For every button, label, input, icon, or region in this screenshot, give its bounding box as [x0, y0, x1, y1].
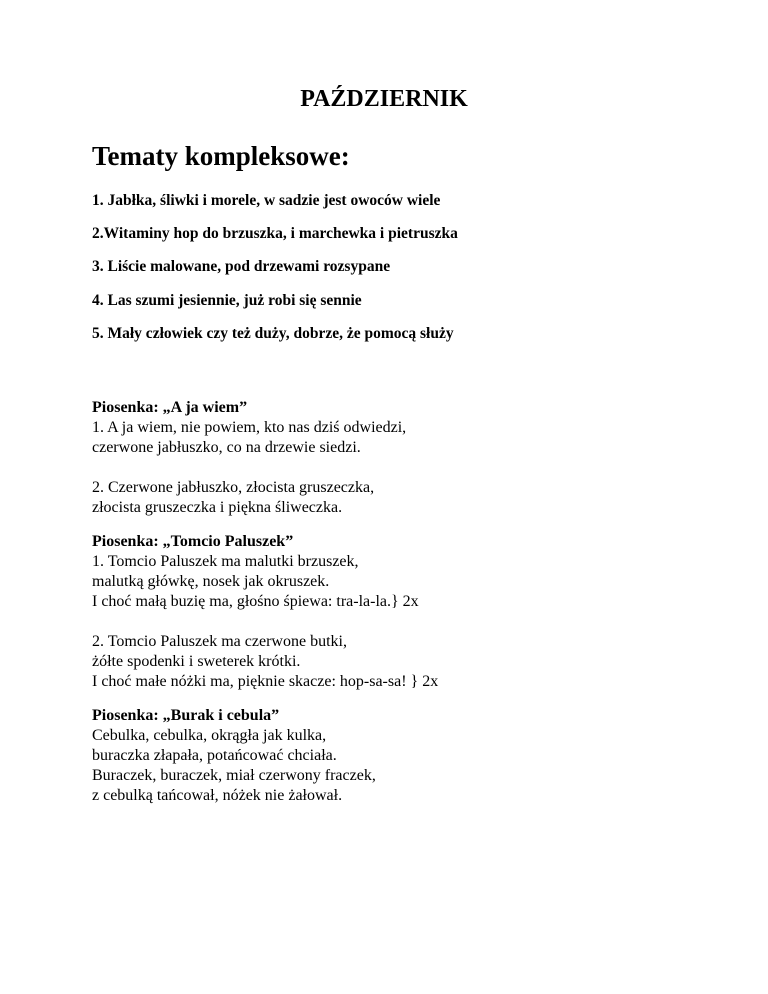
- verse-line: z cebulką tańcował, nóżek nie żałował.: [92, 787, 343, 804]
- song-verse: [92, 418, 438, 458]
- song-burak-i-cebula: [92, 706, 438, 806]
- topic-item: 2.Witaminy hop do brzuszka, i marchewka i pietruszka: [92, 225, 458, 243]
- song-verse: [92, 478, 438, 518]
- verse-line: buraczka złapała, potańcować chciała.: [92, 747, 337, 764]
- section-heading: Tematy kompleksowe:: [92, 141, 350, 171]
- topic-item: 4. Las szumi jesiennie, już robi się sennie: [92, 291, 362, 309]
- verse-line: malutką główkę, nosek jak okruszek.: [92, 573, 330, 590]
- song-tomcio-paluszek: [92, 532, 438, 692]
- song-verse: [92, 726, 438, 806]
- song-verse: [92, 632, 438, 692]
- topic-item: 3. Liście malowane, pod drzewami rozsypane: [92, 258, 391, 276]
- topic-item: 5. Mały człowiek czy też duży, dobrze, że pomocą służy: [92, 324, 454, 342]
- verse-line: I choć małą buzię ma, głośno śpiewa: tra-la-la.} 2x: [92, 593, 419, 610]
- topics-list: [92, 190, 458, 356]
- verse-line: 2. Tomcio Paluszek ma czerwone butki,: [92, 633, 347, 650]
- verse-line: I choć małe nóżki ma, pięknie skacze: hop-sa-sa! } 2x: [92, 673, 439, 690]
- songs-section: [92, 398, 438, 820]
- verse-line: złocista gruszeczka i piękna śliweczka.: [92, 499, 343, 516]
- topic-item: 1. Jabłka, śliwki i morele, w sadzie jest owoców wiele: [92, 192, 441, 209]
- verse-line: Buraczek, buraczek, miał czerwony fraczek,: [92, 767, 376, 784]
- verse-line: 2. Czerwone jabłuszko, złocista gruszeczka,: [92, 479, 375, 496]
- verse-line: 1. A ja wiem, nie powiem, kto nas dziś odwiedzi,: [92, 419, 407, 436]
- verse-line: czerwone jabłuszko, co na drzewie siedzi.: [92, 439, 361, 456]
- verse-line: Cebulka, cebulka, okrągła jak kulka,: [92, 727, 327, 744]
- song-title: Piosenka: „Burak i cebula”: [92, 707, 280, 724]
- song-verse: [92, 552, 438, 612]
- verse-line: 1. Tomcio Paluszek ma malutki brzuszek,: [92, 553, 359, 570]
- song-a-ja-wiem: [92, 398, 438, 518]
- song-title: Piosenka: „A ja wiem”: [92, 399, 248, 416]
- song-title: Piosenka: „Tomcio Paluszek”: [92, 533, 294, 550]
- document-title: PAŹDZIERNIK: [300, 86, 468, 112]
- verse-line: żółte spodenki i sweterek krótki.: [92, 653, 301, 670]
